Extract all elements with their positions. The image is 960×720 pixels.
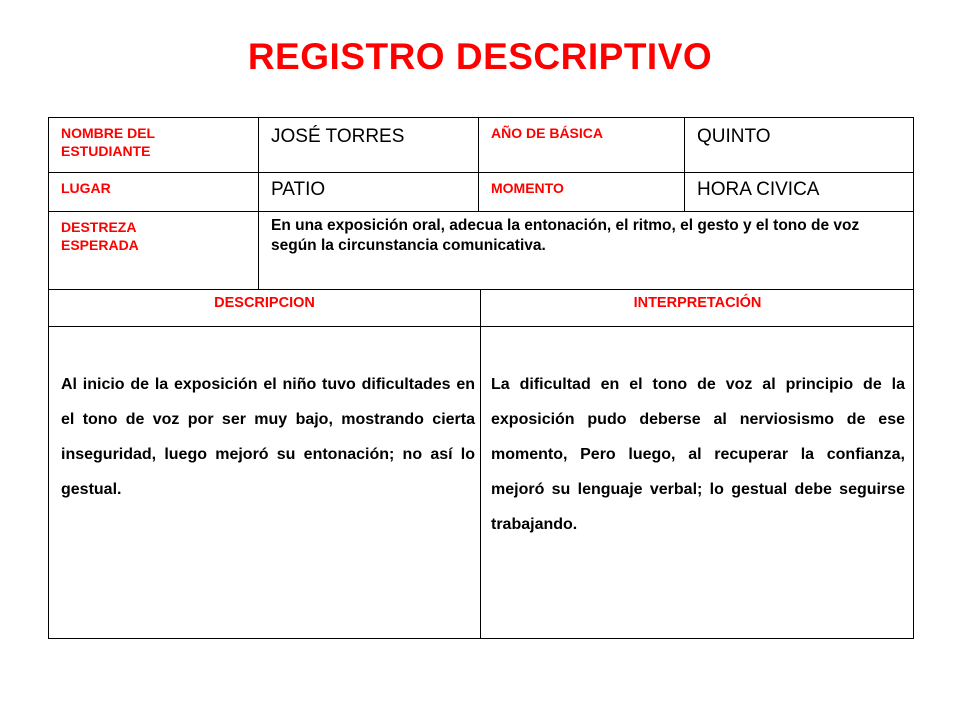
description-header: DESCRIPCION bbox=[214, 295, 315, 311]
grade-value-cell bbox=[684, 117, 914, 172]
student-label-cell bbox=[48, 117, 258, 172]
student-value-cell bbox=[258, 117, 478, 172]
interpretation-text: La dificultad en el tono de voz al principio de la exposición pudo deberse al nerviosismo de ese momento, Pero luego, al recuperar la confianza, mejoró su lenguaje verbal; lo gestual debe seguirse trabajando. bbox=[491, 376, 905, 533]
skill-label: DESTREZA ESPERADA bbox=[61, 219, 139, 253]
student-label: NOMBRE DEL ESTUDIANTE bbox=[61, 125, 155, 159]
grade-value: QUINTO bbox=[697, 126, 771, 147]
interpretation-header: INTERPRETACIÓN bbox=[633, 295, 762, 311]
record-table bbox=[48, 117, 914, 639]
moment-value: HORA CIVICA bbox=[697, 179, 820, 200]
grade-label-cell bbox=[478, 117, 684, 172]
page-title: REGISTRO DESCRIPTIVO bbox=[247, 36, 713, 77]
grade-label: AÑO DE BÁSICA bbox=[491, 125, 604, 141]
place-label-cell bbox=[48, 172, 258, 211]
student-value: JOSÉ TORRES bbox=[271, 126, 405, 147]
moment-label: MOMENTO bbox=[491, 180, 564, 196]
moment-value-cell bbox=[684, 172, 914, 211]
place-value-cell bbox=[258, 172, 478, 211]
description-header-cell bbox=[48, 289, 480, 326]
description-cell bbox=[48, 326, 480, 639]
interpretation-cell bbox=[480, 326, 914, 639]
skill-label-cell bbox=[48, 211, 258, 289]
interpretation-header-cell bbox=[480, 289, 914, 326]
skill-value: En una exposición oral, adecua la entonación, el ritmo, el gesto y el tono de voz según la circunstancia comunicativa. bbox=[271, 217, 860, 254]
place-label: LUGAR bbox=[61, 180, 111, 196]
description-text: Al inicio de la exposición el niño tuvo dificultades en el tono de voz por ser muy bajo, mostrando cierta inseguridad, luego mejoró su entonación; no así lo gestual. bbox=[61, 376, 475, 498]
moment-label-cell bbox=[478, 172, 684, 211]
place-value: PATIO bbox=[271, 179, 326, 200]
skill-value-cell bbox=[258, 211, 914, 289]
